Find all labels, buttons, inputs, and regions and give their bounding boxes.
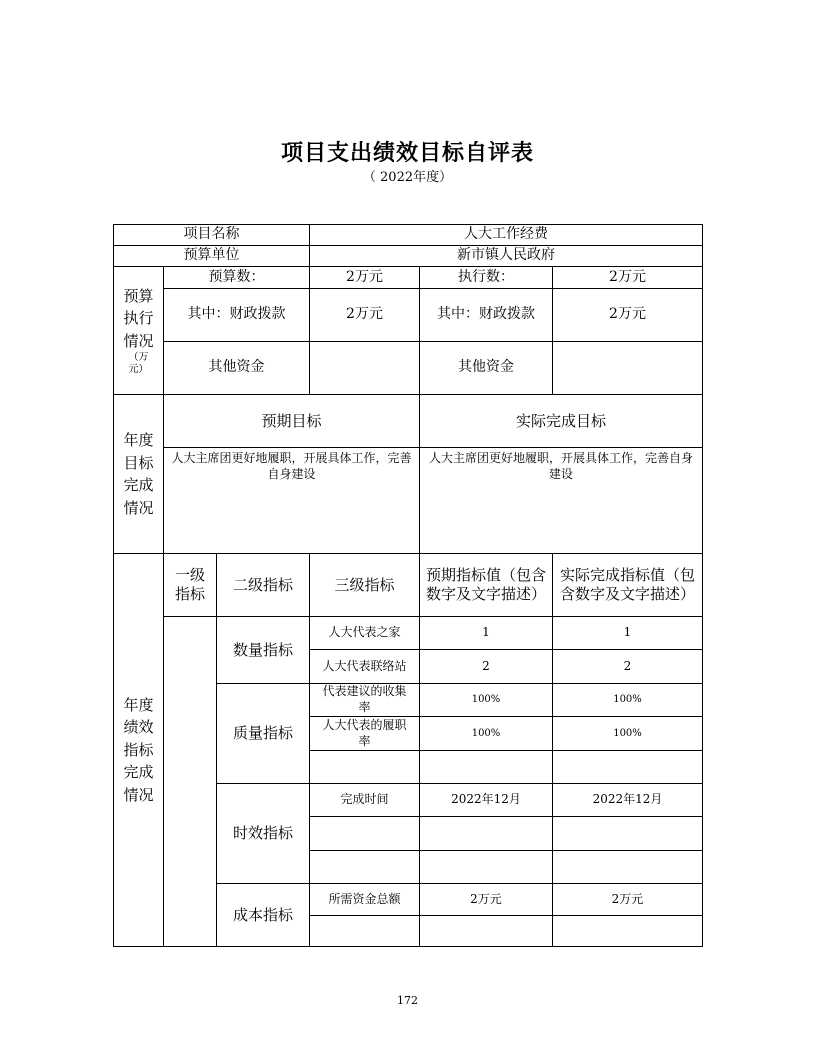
expected-goal-text: 人大主席团更好地履职，开展具体工作，完善自身建设 bbox=[163, 447, 420, 554]
row-expected bbox=[419, 915, 553, 947]
goals-section-label bbox=[113, 394, 164, 554]
page-number: 172 bbox=[397, 994, 418, 1007]
level1-cell bbox=[163, 616, 217, 947]
row-actual: 100% bbox=[552, 716, 703, 751]
row-actual: 2022年12月 bbox=[552, 783, 703, 817]
row-expected: 1 bbox=[419, 616, 553, 650]
row-expected bbox=[419, 816, 553, 851]
row-name: 人大代表之家 bbox=[309, 616, 420, 650]
header-level3: 三级指标 bbox=[309, 553, 420, 617]
row-actual: 2万元 bbox=[552, 883, 703, 916]
group-timeliness: 时效指标 bbox=[216, 783, 310, 884]
budget-amount-value: 2万元 bbox=[309, 266, 420, 289]
fiscal-exec-label: 其中：财政拨款 bbox=[419, 288, 553, 342]
row-actual bbox=[552, 816, 703, 851]
actual-goal-header: 实际完成目标 bbox=[419, 394, 703, 448]
expected-goal-header: 预期目标 bbox=[163, 394, 420, 448]
header-level1-text: 一级指标 bbox=[174, 566, 205, 603]
other-budget-value bbox=[309, 341, 420, 395]
other-budget-label: 其他资金 bbox=[163, 341, 310, 395]
header-actual-value: 实际完成指标值（包含数字及文字描述） bbox=[552, 553, 703, 617]
fiscal-budget-label: 其中：财政拨款 bbox=[163, 288, 310, 342]
header-expected-value: 预期指标值（包含数字及文字描述） bbox=[419, 553, 553, 617]
row-name: 代表建议的收集率 bbox=[309, 683, 420, 717]
row-expected: 2 bbox=[419, 649, 553, 684]
row-actual: 1 bbox=[552, 616, 703, 650]
row-name: 人大代表联络站 bbox=[309, 649, 420, 684]
exec-amount-value: 2万元 bbox=[552, 266, 703, 289]
row-name bbox=[309, 850, 420, 884]
row-name: 完成时间 bbox=[309, 783, 420, 817]
row-name: 所需资金总额 bbox=[309, 883, 420, 916]
row-expected: 100% bbox=[419, 716, 553, 751]
goals-section-text: 年度目标完成情况 bbox=[123, 431, 154, 517]
fiscal-exec-value: 2万元 bbox=[552, 288, 703, 342]
row-expected: 2万元 bbox=[419, 883, 553, 916]
budget-section-unit: （万元） bbox=[128, 352, 149, 376]
budget-unit-label: 预算单位 bbox=[113, 245, 310, 267]
row-expected bbox=[419, 850, 553, 884]
row-name bbox=[309, 816, 420, 851]
header-level2: 二级指标 bbox=[216, 553, 310, 617]
row-actual bbox=[552, 915, 703, 947]
row-actual: 100% bbox=[552, 683, 703, 717]
row-expected: 100% bbox=[419, 683, 553, 717]
other-exec-label: 其他资金 bbox=[419, 341, 553, 395]
exec-amount-label: 执行数： bbox=[419, 266, 553, 289]
group-quantity: 数量指标 bbox=[216, 616, 310, 684]
row-name: 人大代表的履职率 bbox=[309, 716, 420, 751]
group-cost: 成本指标 bbox=[216, 883, 310, 947]
row-name bbox=[309, 750, 420, 784]
row-actual bbox=[552, 850, 703, 884]
page-title: 项目支出绩效目标自评表 bbox=[280, 140, 534, 166]
header-level1 bbox=[163, 553, 217, 617]
row-name bbox=[309, 915, 420, 947]
year-subtitle: （ 2022年度） bbox=[362, 170, 453, 185]
row-expected bbox=[419, 750, 553, 784]
indicators-section-label bbox=[113, 553, 164, 947]
indicators-section-text: 年度绩效指标完成情况 bbox=[123, 695, 154, 804]
group-quality: 质量指标 bbox=[216, 683, 310, 784]
budget-amount-label: 预算数： bbox=[163, 266, 310, 289]
other-exec-value bbox=[552, 341, 703, 395]
budget-unit-value: 新市镇人民政府 bbox=[309, 245, 703, 267]
project-name-label: 项目名称 bbox=[113, 224, 310, 246]
row-actual bbox=[552, 750, 703, 784]
project-name-value: 人大工作经费 bbox=[309, 224, 703, 246]
budget-section-main: 预算执行情况 bbox=[123, 286, 154, 350]
row-actual: 2 bbox=[552, 649, 703, 684]
budget-section-label bbox=[113, 266, 164, 395]
row-expected: 2022年12月 bbox=[419, 783, 553, 817]
fiscal-budget-value: 2万元 bbox=[309, 288, 420, 342]
actual-goal-text: 人大主席团更好地履职，开展具体工作，完善自身建设 bbox=[419, 447, 703, 554]
